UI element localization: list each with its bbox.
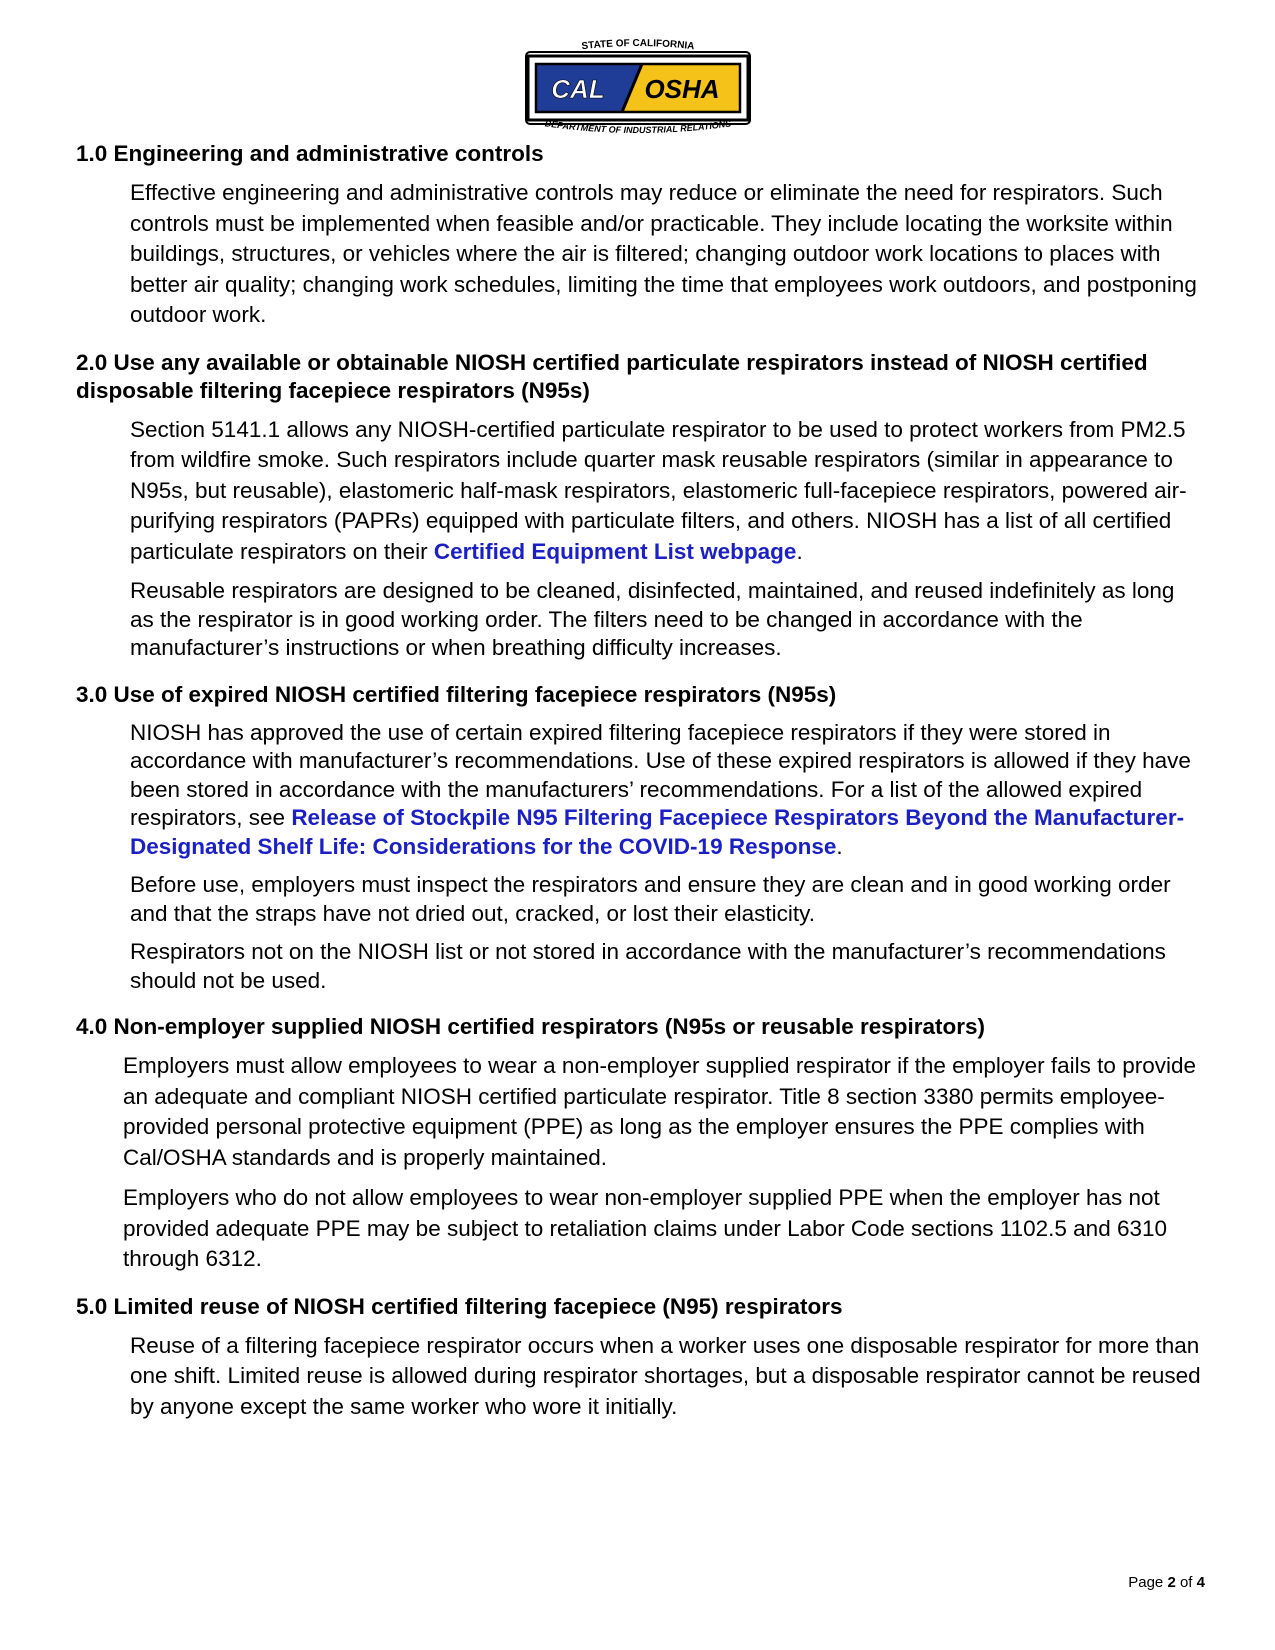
section-3-paragraph-2: Before use, employers must inspect the respirators and ensure they are clean and in good working order and that the straps have not dried out, cracked, or lost their elasticity.: [130, 872, 1171, 926]
logo-bottom-text: DEPARTMENT OF INDUSTRIAL RELATIONS: [544, 118, 732, 136]
section-4-paragraph-1: Employers must allow employees to wear a non-employer supplied respirator if the employer fails to provide an adequate and compliant NIOSH certified particulate respirator. Title 8 section 3380 permits employee-provided personal protective equipment (PPE) as long as the employer ensures the PPE complies with Cal/OSHA standards and is properly maintained.: [123, 1053, 1196, 1170]
section-4-heading: 4.0 Non-employer supplied NIOSH certified respirators (N95s or reusable respirators): [76, 1014, 986, 1039]
paragraph-text: Section 5141.1 allows any NIOSH-certified particulate respirator to be used to protect workers from PM2.5 from wildfire smoke. Such respirators include quarter mask reusable respirators (similar in appearance to N95s, but reusable), elastomeric half-mask respirators, elastomeric full-facepiece respirators, powered air-purifying respirators (PAPRs) equipped with particulate filters, and others. NIOSH has a list of all certified particulate respirators on their: [130, 416, 1187, 564]
logo-left-word: CAL: [551, 74, 605, 104]
paragraph-text-end: .: [836, 833, 843, 859]
paragraph-text: NIOSH has approved the use of certain expired filtering facepiece respirators if they were stored in accordance with manufacturer’s recommendations. Use of these expired respirators is allowed if they have been stored in accordance with the manufacturers’ recommendations. For a list of the allowed expired respirators, see: [130, 719, 1191, 830]
svg-text:STATE OF CALIFORNIA: [581, 38, 695, 52]
of-label: of: [1179, 1574, 1193, 1591]
page-label: Page: [1128, 1574, 1164, 1591]
cal-osha-logo: [522, 38, 754, 146]
section-2-paragraph-2: Reusable respirators are designed to be cleaned, disinfected, maintained, and reused indefinitely as long as the respirator is in good working order. The filters need to be changed in accordance with the manufacturer’s instructions or when breathing difficulty increases.: [130, 578, 1175, 660]
section-3-heading: 3.0 Use of expired NIOSH certified filtering facepiece respirators (N95s): [76, 681, 837, 707]
page-current: 2: [1167, 1574, 1176, 1591]
section-5-heading: 5.0 Limited reuse of NIOSH certified filtering facepiece (N95) respirators: [76, 1293, 843, 1319]
section-4-paragraph-2: Employers who do not allow employees to wear non-employer supplied PPE when the employer has not provided adequate PPE may be subject to retaliation claims under Labor Code sections 1102.5 and 6310 through 6312.: [123, 1185, 1168, 1271]
paragraph-text-end: .: [796, 538, 803, 564]
section-5: [76, 1293, 1206, 1423]
section-5-paragraph-1: Reuse of a filtering facepiece respirator occurs when a worker uses one disposable respirator for more than one shift. Limited reuse is allowed during respirator shortages, but a disposable respirator cannot be reused by anyone except the same worker who wore it initially.: [130, 1332, 1201, 1419]
document-body: [76, 140, 1206, 1440]
section-3-paragraph-1: [130, 719, 1202, 862]
stockpile-n95-release-link[interactable]: Release of Stockpile N95 Filtering Facepiece Respirators Beyond the Manufacturer-Designated Shelf Life: Considerations for the COVID-19 Response: [130, 805, 1185, 859]
section-2: [76, 349, 1206, 663]
section-2-heading: 2.0 Use any available or obtainable NIOSH certified particulate respirators instead of NIOSH certified disposable filtering facepiece respirators (N95s): [76, 349, 1148, 403]
section-2-paragraph-1: [130, 415, 1202, 568]
page-number: [1128, 1574, 1205, 1591]
section-1: [76, 140, 1206, 331]
logo-right-word: OSHA: [644, 74, 720, 104]
page-total: 4: [1196, 1574, 1205, 1591]
section-3-paragraph-3: Respirators not on the NIOSH list or not stored in accordance with the manufacturer’s recommendations should not be used.: [130, 939, 1166, 993]
certified-equipment-list-link[interactable]: Certified Equipment List webpage: [433, 538, 797, 564]
section-4: [76, 1013, 1206, 1275]
section-1-heading: 1.0 Engineering and administrative controls: [76, 141, 544, 166]
section-3: [76, 681, 1206, 996]
logo-top-text: STATE OF CALIFORNIA: [581, 38, 695, 53]
section-1-paragraph-1: Effective engineering and administrative controls may reduce or eliminate the need for respirators. Such controls must be implemented when feasible and/or practicable. They include locating the worksite within buildings, structures, or vehicles where the air is filtered; changing outdoor work locations to places with better air quality; changing work schedules, limiting the time that employees work outdoors, and postponing outdoor work.: [130, 180, 1197, 327]
